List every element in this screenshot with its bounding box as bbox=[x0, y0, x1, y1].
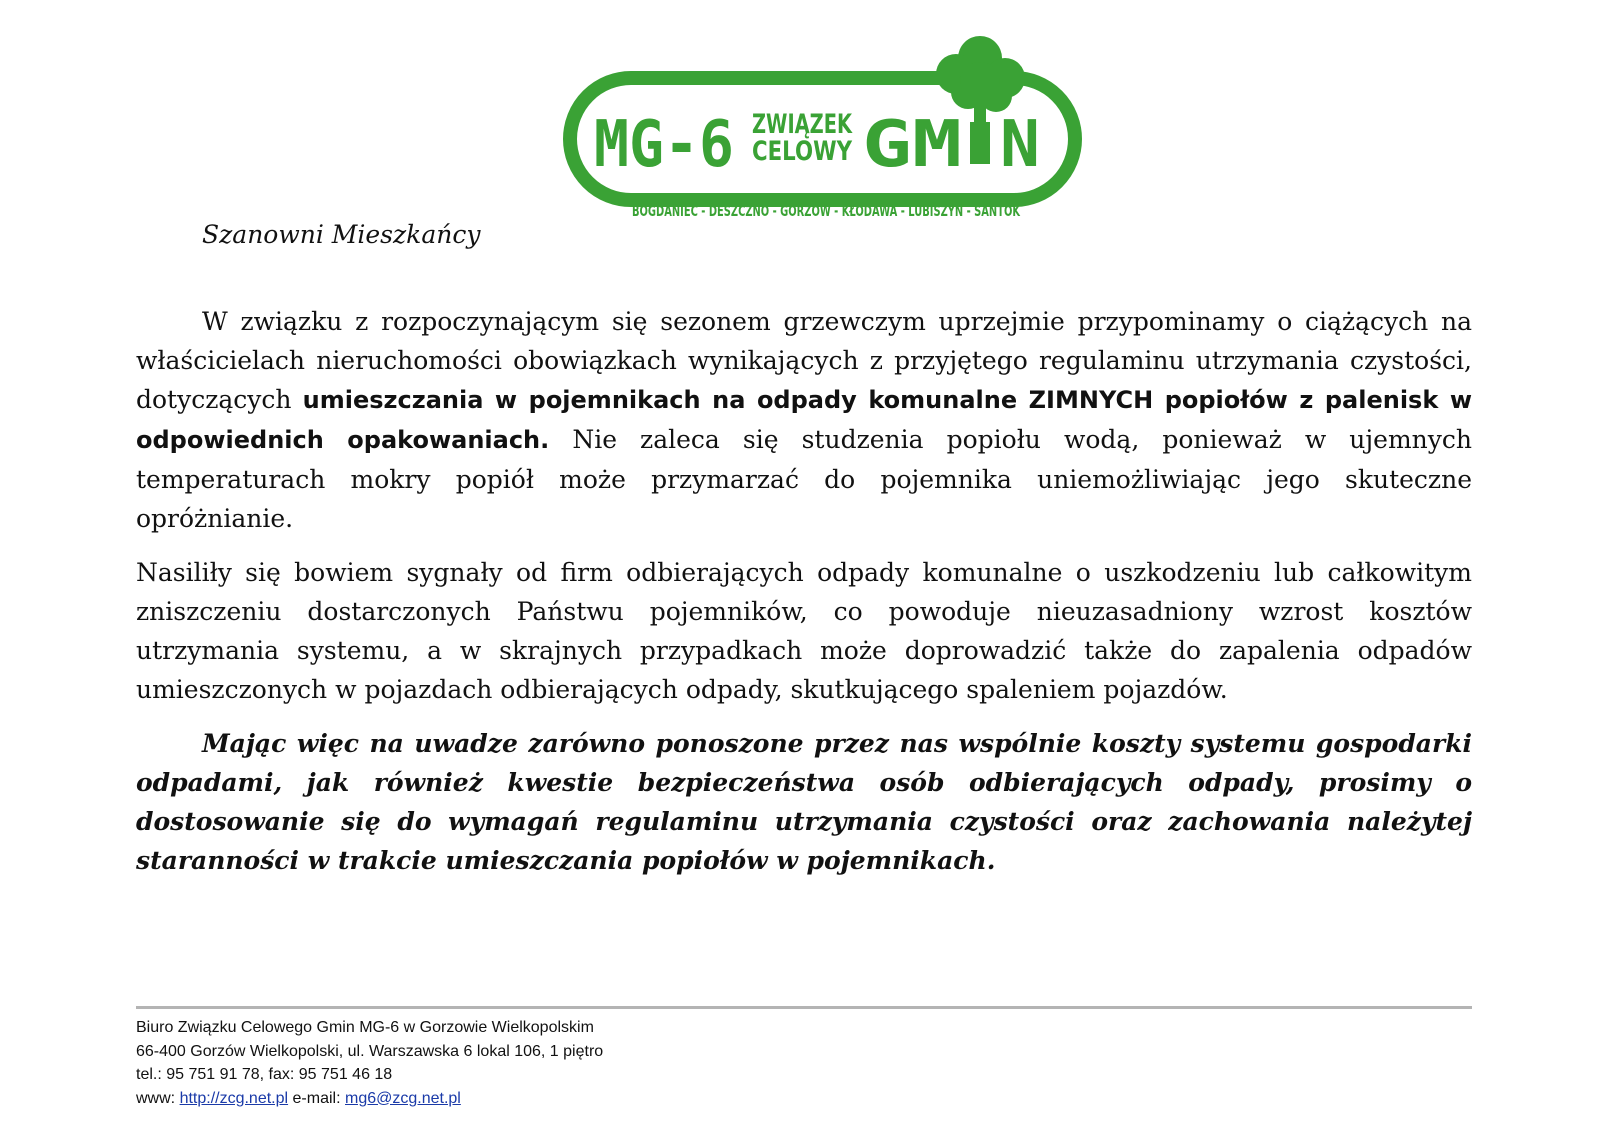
logo-subtitle-line2: CELOWY bbox=[752, 136, 853, 167]
paragraph-1 bbox=[136, 302, 1472, 538]
footer-office-name: Biuro Związku Celowego Gmin MG-6 w Gorzowie Wielkopolskim bbox=[136, 1019, 594, 1036]
footer-divider bbox=[136, 1006, 1472, 1009]
footer-address: 66-400 Gorzów Wielkopolski, ul. Warszawska 6 lokal 106, 1 piętro bbox=[136, 1042, 604, 1060]
logo-n-text: N bbox=[1000, 108, 1040, 182]
logo-mg6-text: MG-6 bbox=[594, 108, 734, 182]
paragraph-1-intro: W związku z rozpoczynającym się sezonem grzewczym uprzejmie przypominamy o ciążących na właścicielach nieruchomości obowiązkach wynikających z przyjętego regulaminu utrzymania czystości, dotyczących bbox=[136, 307, 1472, 414]
footer-contact-links bbox=[136, 1087, 603, 1111]
logo-subtitle-line1: ZWIĄZEK bbox=[752, 109, 853, 140]
mg6-logo bbox=[560, 30, 1221, 230]
logo-towns-text: BOGDANIEC - DESZCZNO - GORZÓW - KŁODAWA - LUBISZYN - SANTOK bbox=[632, 202, 1221, 220]
logo-gm-text: GM bbox=[862, 108, 962, 182]
paragraph-1-emphasis: umieszczania w pojemnikach na odpady komunalne ZIMNYCH popiołów z palenisk w odpowiednich opakowaniach. bbox=[136, 386, 1472, 454]
paragraph-2: Nasiliły się bowiem sygnały od firm odbierających odpady komunalne o uszkodzeniu lub całkowitym zniszczeniu dostarczonych Państwu pojemników, co powoduje nieuzasadniony wzrost kosztów utrzymania systemu, a w skrajnych przypadkach może doprowadzić także do zapalenia odpadów umieszczonych w pojazdach odbierających odpady, skutkującego spaleniem pojazdów. bbox=[136, 558, 1472, 704]
website-link[interactable]: http://zcg.net.pl bbox=[179, 1089, 289, 1107]
letter-body bbox=[136, 302, 1472, 895]
footer-www-label: www: bbox=[136, 1089, 176, 1107]
paragraph-1-rest: Nie zaleca się studzenia popiołu wodą, ponieważ w ujemnych temperaturach mokry popiół może przymarzać do pojemnika uniemożliwiając jego skuteczne opróżnianie. bbox=[136, 425, 1472, 533]
footer bbox=[136, 1016, 603, 1110]
paragraph-3-closing: Mając więc na uwadze zarówno ponoszone przez nas wspólnie koszty systemu gospodarki odpadami, jak również kwestie bezpieczeństwa osób odbierających odpady, prosimy o dostosowanie się do wymagań regulaminu utrzymania czystości oraz zachowania należytej staranności w trakcie umieszczania popiołów w pojemnikach. bbox=[136, 729, 1472, 875]
email-link[interactable]: mg6@zcg.net.pl bbox=[345, 1089, 461, 1107]
footer-phone-fax: tel.: 95 751 91 78, fax: 95 751 46 18 bbox=[136, 1066, 393, 1083]
greeting: Szanowni Mieszkańcy bbox=[202, 220, 481, 249]
footer-email-label: e-mail: bbox=[292, 1089, 341, 1107]
